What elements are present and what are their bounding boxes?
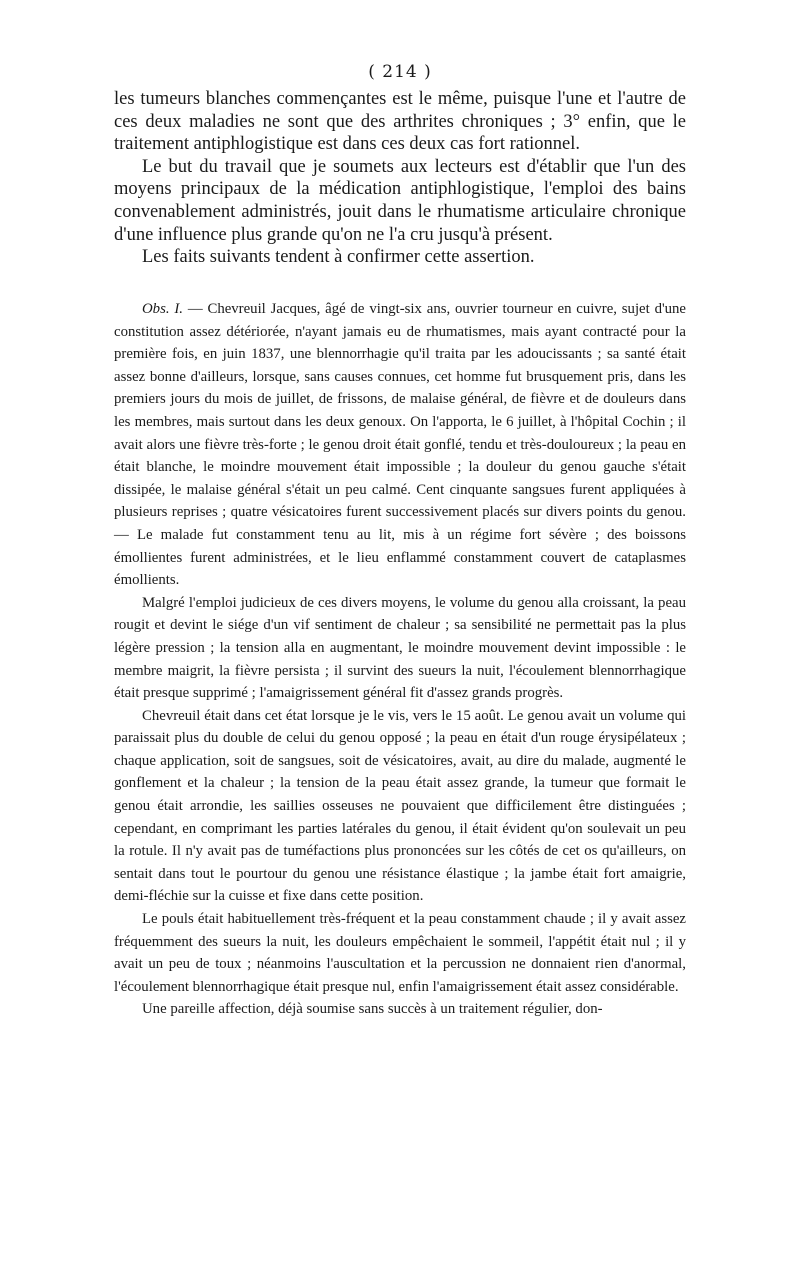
observation-paragraph <box>114 298 686 592</box>
observation-paragraph: Le pouls était habituellement très-fréquent et la peau constamment chaude ; il y avait assez fréquemment des sueurs la nuit, les douleurs empêchaient le sommeil, l'appétit était nul ; il y avait un peu de toux ; néanmoins l'auscultation et la percussion ne donnaient rien d'anormal, l'écoulement blennorrhagique était presque nul, enfin l'amaigrissement était assez considérable. <box>114 911 686 995</box>
observation-paragraph: Une pareille affection, déjà soumise sans succès à un traitement régulier, don- <box>142 1001 603 1018</box>
paragraph: Les faits suivants tendent à confirmer cette assertion. <box>142 247 535 268</box>
observation-paragraph: Malgré l'emploi judicieux de ces divers moyens, le volume du genou alla croissant, la peau rougit et devint le siége d'un vif sentiment de chaleur ; sa sensibilité ne permettait pas la plus légère pression ; la tension alla en augmentant, le moindre mouvement devint impossible : le membre maigrit, la fièvre persista ; il survint des sueurs la nuit, l'écoulement blennorrhagique était presque supprimé ; l'amaigrissement général fit d'assez grands progrès. <box>114 594 686 702</box>
observation-label: Obs. I. <box>142 301 183 317</box>
paragraph: les tumeurs blanches commençantes est le même, puisque l'une et l'autre de ces deux maladies ne sont que des arthrites chroniques ; 3° enfin, que le traitement antiphlogistique est dans ces deux cas fort rationnel. <box>114 89 686 155</box>
paragraph: Le but du travail que je soumets aux lecteurs est d'établir que l'un des moyens principaux de la médication antiphlogistique, l'emploi des bains convenablement administrés, jouit dans le rhumatisme articulaire chronique d'une influence plus grande qu'on ne l'a cru jusqu'à présent. <box>114 156 686 245</box>
observation-text: — Chevreuil Jacques, âgé de vingt-six ans, ouvrier tourneur en cuivre, sujet d'une constitution assez détériorée, n'ayant jamais eu de rhumatismes, mais ayant contracté pour la première fois, en juin 1837, une blennorrhagie qu'il traita par les adoucissants ; sa santé était assez bonne d'ailleurs, lorsque, sans causes connues, cet homme fut brusquement pris, dans les premiers jours du mois de juillet, de frissons, de malaise général, de fièvre et de douleurs dans les membres, mais surtout dans les deux genoux. On l'apporta, le 6 juillet, à l'hôpital Cochin ; il avait alors une fièvre très-forte ; le genou droit était gonflé, tendu et très-douloureux ; la peau en était blanche, le moindre mouvement était impossible ; la douleur du genou gauche s'était dissipée, le malaise général s'était un peu calmé. Cent cinquante sangsues furent appliquées à plusieurs reprises ; quatre vésicatoires furent successivement placés sur divers points du genou. — Le malade fut constamment tenu au lit, mis à un régime fort sévère ; des boissons émollientes furent administrées, et le lieu enflammé constamment couvert de cataplasmes émollients. <box>114 301 686 589</box>
page-number: ( 214 ) <box>368 62 432 82</box>
observation-section <box>114 298 686 1021</box>
observation-paragraph: Chevreuil était dans cet état lorsque je le vis, vers le 15 août. Le genou avait un volume qui paraissait plus du double de celui du genou opposé ; la peau en était d'un rouge érysipélateux ; chaque application, soit de sangsues, soit de vésicatoires, avait, au dire du malade, augmenté le gonflement et la chaleur ; la tension de la peau était assez grande, la tumeur que formait le genou était arrondie, les saillies osseuses ne pouvaient que difficilement être distinguées ; cependant, en comprimant les parties latérales du genou, il était évident qu'on soulevait un peu la rotule. Il n'y avait pas de tuméfactions plus prononcées sur les côtés de cet os qu'ailleurs, on sentait dans tout le pourtour du genou une résistance élastique ; la jambe était fort amaigrie, demi-fléchie sur la cuisse et fixe dans cette position. <box>114 707 686 905</box>
introduction-text <box>114 88 686 269</box>
